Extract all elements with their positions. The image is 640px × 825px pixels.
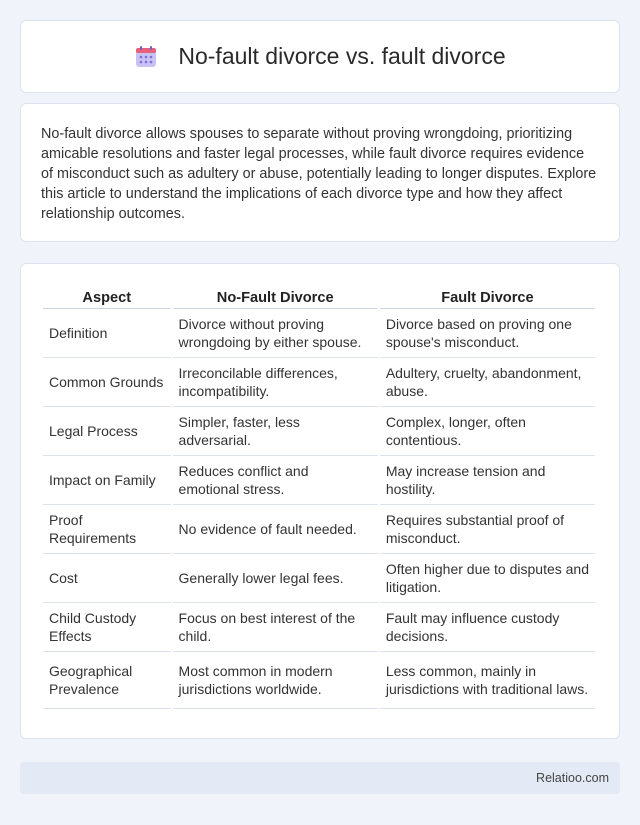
comparison-table <box>41 284 597 709</box>
table-row <box>43 505 595 554</box>
no-fault-cell: Irreconcilable differences, incompatibility. <box>173 358 378 407</box>
header-fault: Fault Divorce <box>380 284 595 309</box>
table-row <box>43 456 595 505</box>
comparison-card <box>20 263 620 739</box>
header-aspect: Aspect <box>43 284 171 309</box>
no-fault-cell: Generally lower legal fees. <box>173 554 378 603</box>
fault-cell: Often higher due to disputes and litigation. <box>380 554 595 603</box>
table-row <box>43 554 595 603</box>
fault-cell: Complex, longer, often contentious. <box>380 407 595 456</box>
table-row <box>43 309 595 358</box>
header-no-fault: No-Fault Divorce <box>173 284 378 309</box>
no-fault-cell: Divorce without proving wrongdoing by either spouse. <box>173 309 378 358</box>
aspect-cell: Legal Process <box>43 407 171 456</box>
calendar-icon <box>134 45 158 69</box>
table-row <box>43 652 595 709</box>
table-row <box>43 407 595 456</box>
no-fault-cell: No evidence of fault needed. <box>173 505 378 554</box>
fault-cell: Less common, mainly in jurisdictions with traditional laws. <box>380 652 595 709</box>
fault-cell: Requires substantial proof of misconduct. <box>380 505 595 554</box>
aspect-cell: Geographical Prevalence <box>43 652 171 709</box>
table-row <box>43 603 595 652</box>
fault-cell: Divorce based on proving one spouse's misconduct. <box>380 309 595 358</box>
aspect-cell: Cost <box>43 554 171 603</box>
fault-cell: Fault may influence custody decisions. <box>380 603 595 652</box>
aspect-cell: Definition <box>43 309 171 358</box>
aspect-cell: Impact on Family <box>43 456 171 505</box>
footer-site-name: Relatioo.com <box>536 771 609 785</box>
no-fault-cell: Reduces conflict and emotional stress. <box>173 456 378 505</box>
aspect-cell: Common Grounds <box>43 358 171 407</box>
aspect-cell: Child Custody Effects <box>43 603 171 652</box>
no-fault-cell: Simpler, faster, less adversarial. <box>173 407 378 456</box>
footer-bar <box>20 762 620 794</box>
title-card <box>20 20 620 93</box>
no-fault-cell: Most common in modern jurisdictions worldwide. <box>173 652 378 709</box>
aspect-cell: Proof Requirements <box>43 505 171 554</box>
fault-cell: Adultery, cruelty, abandonment, abuse. <box>380 358 595 407</box>
fault-cell: May increase tension and hostility. <box>380 456 595 505</box>
page-title: No-fault divorce vs. fault divorce <box>178 43 506 69</box>
intro-paragraph: No-fault divorce allows spouses to separate without proving wrongdoing, prioritizing amicable resolutions and faster legal processes, while fault divorce requires evidence of misconduct such as adultery or abuse, potentially leading to longer disputes. Explore this article to understand the implications of each divorce type and how they affect relationship outcomes. <box>41 126 597 222</box>
table-header-row <box>43 284 595 309</box>
title-wrap <box>134 43 505 70</box>
table-row <box>43 358 595 407</box>
intro-card <box>20 103 620 242</box>
no-fault-cell: Focus on best interest of the child. <box>173 603 378 652</box>
